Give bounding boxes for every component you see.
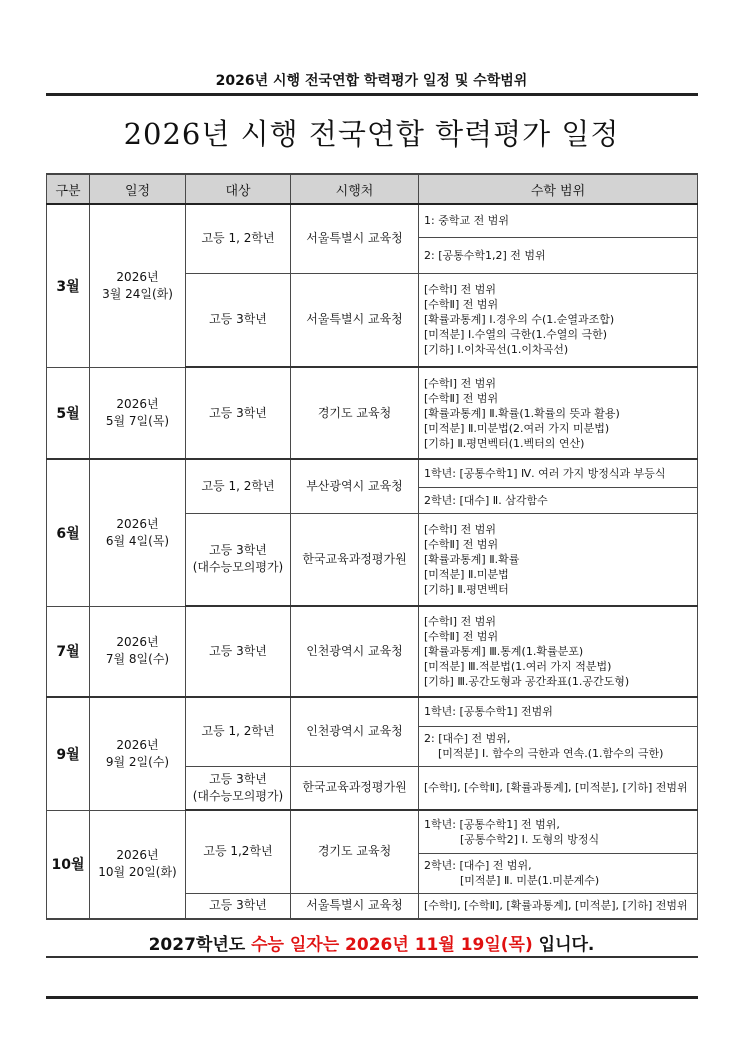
range-line: [기하] Ⅲ.공간도형과 공간좌표(1.공간도형) xyxy=(424,675,630,688)
col-header-date: 일정 xyxy=(90,174,186,204)
organizer-cell: 서울특별시 교육청 xyxy=(291,893,419,919)
document-header: 2026년 시행 전국연합 학력평가 일정 및 수학범위 xyxy=(215,73,528,89)
range-line: [확률과통계] Ⅱ.확률(1.확률의 뜻과 활용) xyxy=(424,406,620,420)
table-header-row xyxy=(47,174,698,204)
table-row xyxy=(47,204,698,237)
target-line: 고등 3학년 xyxy=(209,771,267,786)
month-cell: 6월 xyxy=(47,459,90,606)
col-header-category: 구분 xyxy=(47,174,90,204)
notice-prefix: 2027학년도 xyxy=(148,935,252,955)
range-line: [수학Ⅱ] 전 범위 xyxy=(424,391,499,405)
date-year: 2026년 xyxy=(116,737,159,752)
col-header-target: 대상 xyxy=(186,174,291,204)
range-line: [수학Ⅱ] 전 범위 xyxy=(424,537,499,551)
range-line: [수학Ⅰ] 전 범위 xyxy=(424,522,496,536)
range-line: [미적분] Ⅱ.미분법 xyxy=(424,567,509,581)
date-cell xyxy=(90,367,186,459)
csat-date-notice xyxy=(0,930,743,955)
target-cell: 고등 1, 2학년 xyxy=(186,697,291,766)
schedule-table xyxy=(46,173,698,920)
math-range-cell xyxy=(419,606,698,697)
organizer-cell: 한국교육과정평가원 xyxy=(291,766,419,810)
range-line: 2: [대수] 전 범위, xyxy=(424,732,511,745)
month-cell: 10월 xyxy=(47,810,90,919)
target-note: (대수능모의평가) xyxy=(192,788,284,803)
organizer-cell: 경기도 교육청 xyxy=(291,810,419,893)
table-row xyxy=(47,367,698,459)
date-day: 3월 24일(화) xyxy=(102,286,173,301)
target-cell: 고등 3학년 xyxy=(186,367,291,459)
range-line: [수학Ⅱ] 전 범위 xyxy=(424,630,499,643)
math-range-cell: 1학년: [공통수학1] 전범위 xyxy=(419,697,698,726)
range-line: [미적분] Ⅰ.수열의 극한(1.수열의 극한) xyxy=(424,328,608,342)
date-year: 2026년 xyxy=(116,635,159,650)
date-day: 7월 8일(수) xyxy=(105,652,170,667)
organizer-cell: 경기도 교육청 xyxy=(291,367,419,459)
range-line: [미적분] Ⅲ.적분법(1.여러 가지 적분법) xyxy=(424,660,612,673)
target-note: (대수능모의평가) xyxy=(192,560,284,575)
math-range-cell xyxy=(419,726,698,766)
col-header-math-range: 수학 범위 xyxy=(419,174,698,204)
table-row xyxy=(47,810,698,853)
date-cell xyxy=(90,459,186,606)
month-cell: 9월 xyxy=(47,697,90,810)
range-line: [기하] Ⅱ.평면벡터 xyxy=(424,582,509,596)
month-cell: 7월 xyxy=(47,606,90,697)
table-row xyxy=(47,697,698,726)
target-cell xyxy=(186,513,291,606)
date-cell xyxy=(90,606,186,697)
target-line: 고등 3학년 xyxy=(209,543,267,558)
target-cell: 고등 1, 2학년 xyxy=(186,204,291,273)
organizer-cell: 서울특별시 교육청 xyxy=(291,204,419,273)
col-header-organizer: 시행처 xyxy=(291,174,419,204)
range-line: [미적분] Ⅰ. 함수의 극한과 연속.(1.함수의 극한) xyxy=(438,747,664,760)
month-cell: 5월 xyxy=(47,367,90,459)
table-row xyxy=(47,606,698,697)
month-cell: 3월 xyxy=(47,204,90,367)
math-range-cell xyxy=(419,513,698,606)
date-day: 6월 4일(목) xyxy=(105,533,170,548)
range-line: [수학Ⅰ] 전 범위 xyxy=(424,615,496,628)
date-cell xyxy=(90,697,186,810)
organizer-cell: 서울특별시 교육청 xyxy=(291,273,419,367)
target-cell xyxy=(186,766,291,810)
math-range-cell: [수학Ⅰ], [수학Ⅱ], [확률과통계], [미적분], [기하] 전범위 xyxy=(419,766,698,810)
bottom-rule xyxy=(46,996,698,999)
range-line: [수학Ⅰ] 전 범위 xyxy=(424,376,496,390)
notice-highlight: 수능 일자는 2026년 11월 19일(목) xyxy=(251,935,533,955)
target-cell: 고등 3학년 xyxy=(186,893,291,919)
date-day: 5월 7일(목) xyxy=(105,413,170,428)
math-range-cell xyxy=(419,810,698,853)
date-cell xyxy=(90,204,186,367)
range-line: [미적분] Ⅱ.미분법(2.여러 가지 미분법) xyxy=(424,421,610,435)
math-range-cell: 2학년: [대수] Ⅱ. 삼각함수 xyxy=(419,487,698,513)
math-range-cell: [수학Ⅰ], [수학Ⅱ], [확률과통계], [미적분], [기하] 전범위 xyxy=(419,893,698,919)
range-line: [수학Ⅰ] 전 범위 xyxy=(424,283,496,297)
range-line: [기하] Ⅱ.평면벡터(1.벡터의 연산) xyxy=(424,436,585,450)
notice-suffix: 입니다. xyxy=(532,935,595,955)
date-year: 2026년 xyxy=(116,396,159,411)
range-line: [수학Ⅱ] 전 범위 xyxy=(424,298,499,312)
date-year: 2026년 xyxy=(116,848,159,863)
date-day: 9월 2일(수) xyxy=(105,754,170,769)
date-day: 10월 20일(화) xyxy=(98,865,177,880)
top-rule xyxy=(46,93,698,96)
target-cell: 고등 1, 2학년 xyxy=(186,459,291,513)
range-line: [확률과통계] Ⅱ.확률 xyxy=(424,552,520,566)
math-range-cell xyxy=(419,853,698,893)
organizer-cell: 부산광역시 교육청 xyxy=(291,459,419,513)
range-line: [공통수학2] Ⅰ. 도형의 방정식 xyxy=(460,832,600,846)
math-range-cell: 2: [공통수학1,2] 전 범위 xyxy=(419,237,698,273)
math-range-cell xyxy=(419,367,698,459)
math-range-cell: 1학년: [공통수학1] Ⅳ. 여러 가지 방정식과 부등식 xyxy=(419,459,698,487)
organizer-cell: 인천광역시 교육청 xyxy=(291,606,419,697)
range-line: 2학년: [대수] 전 범위, xyxy=(424,859,532,872)
range-line: [기하] Ⅰ.이차곡선(1.이차곡선) xyxy=(424,343,569,357)
target-cell: 고등 3학년 xyxy=(186,273,291,367)
date-year: 2026년 xyxy=(116,269,159,284)
table-row xyxy=(47,459,698,487)
range-line: 1학년: [공통수학1] 전 범위, xyxy=(424,817,560,831)
range-line: [미적분] Ⅱ. 미분(1.미분계수) xyxy=(460,874,600,887)
range-line: [확률과통계] Ⅰ.경우의 수(1.순열과조합) xyxy=(424,313,615,327)
math-range-cell xyxy=(419,273,698,367)
organizer-cell: 한국교육과정평가원 xyxy=(291,513,419,606)
target-cell: 고등 3학년 xyxy=(186,606,291,697)
footer-rule xyxy=(46,956,698,958)
math-range-cell: 1: 중학교 전 범위 xyxy=(419,204,698,237)
range-line: [확률과통계] Ⅲ.통계(1.확률분포) xyxy=(424,645,584,658)
page-title: 2026년 시행 전국연합 학력평가 일정 xyxy=(123,117,620,151)
target-cell: 고등 1,2학년 xyxy=(186,810,291,893)
date-cell xyxy=(90,810,186,919)
organizer-cell: 인천광역시 교육청 xyxy=(291,697,419,766)
date-year: 2026년 xyxy=(116,516,159,531)
